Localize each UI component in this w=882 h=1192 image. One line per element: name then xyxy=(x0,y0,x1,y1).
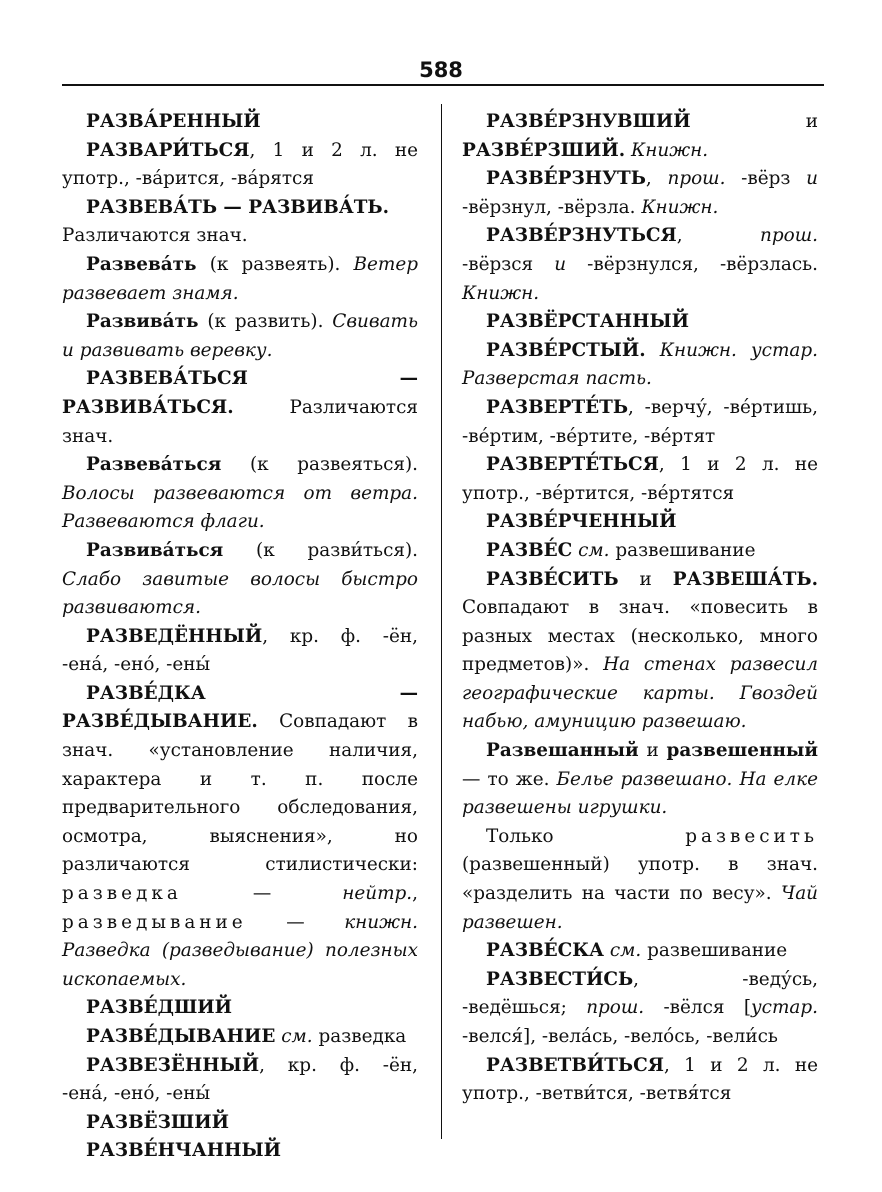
headword: РАЗВЕРТЕ́ТЬСЯ xyxy=(486,454,659,476)
entry-text: и xyxy=(690,111,818,132)
style-label: устар. xyxy=(751,997,818,1019)
example: Разверстая пасть. xyxy=(462,368,652,390)
conjunction: и xyxy=(554,253,567,275)
entry-text: -вёрз xyxy=(725,168,807,190)
headword: Развева́ть xyxy=(86,253,197,275)
entry-text: (к разви́ться). xyxy=(223,539,418,561)
entry-text: -вёрзнулся, -вёрзлась. xyxy=(566,253,818,275)
entry xyxy=(62,194,418,223)
headword: РАЗВЕВА́ТЬ — РАЗВИВА́ТЬ. xyxy=(86,196,389,218)
entry xyxy=(462,394,818,451)
entry-text: -вёрзся xyxy=(462,253,555,275)
headword: РАЗВА́РЕННЫЙ xyxy=(86,111,261,132)
entry-text: , xyxy=(676,225,761,247)
style-label: Книжн. xyxy=(641,196,719,218)
headword: РАЗВЕ́ДКА — РАЗВЕ́ДЫВАНИЕ. xyxy=(62,682,418,733)
entry xyxy=(462,337,818,394)
style-label: книжн. xyxy=(344,911,418,933)
grammar-label: прош. xyxy=(586,997,645,1019)
cross-ref-label: см. xyxy=(275,1026,313,1047)
entry-text: Только xyxy=(486,825,686,847)
example: Белье развешано. На елке развешены игрушки. xyxy=(462,768,819,819)
entry-text: и xyxy=(618,568,673,590)
headword: РАЗВЕ́СИТЬ xyxy=(486,568,619,590)
entry xyxy=(462,1052,818,1109)
style-label: Книжн. xyxy=(462,282,540,304)
example: Слабо завитые волосы быстро развиваются. xyxy=(62,568,418,619)
headword: РАЗВЕ́РСТЫЙ. xyxy=(486,339,646,361)
entry-text: (к развеять). xyxy=(196,253,354,275)
entry xyxy=(62,1023,418,1052)
entry-text: , 1 и 2 л. не употр., -ве́ртится, -ве́ртятся xyxy=(462,454,818,504)
entry xyxy=(462,737,818,823)
example: Ветер развевает знамя. xyxy=(62,253,418,304)
entry xyxy=(462,222,818,308)
entry xyxy=(462,508,818,537)
example: Свивать и развивать веревку. xyxy=(62,311,418,361)
headword: РАЗВЕША́ТЬ. xyxy=(672,568,818,590)
entry-text: , -верчу́, -ве́ртишь, -ве́ртим, -ве́ртите, -ве́ртят xyxy=(462,396,818,447)
entry xyxy=(462,537,818,566)
headword: РАЗВЕ́РЗНУТЬ xyxy=(486,168,646,190)
entry xyxy=(62,451,418,537)
headword: РАЗВЕ́РЧЕННЫЙ xyxy=(486,511,677,533)
entry xyxy=(62,994,418,1023)
spaced-word: разведывание xyxy=(62,911,247,933)
example: Чай развешен. xyxy=(462,883,818,933)
headword: РАЗВЕВА́ТЬСЯ — РАЗВИВА́ТЬСЯ. xyxy=(62,368,418,418)
headword: РАЗВЕ́ДШИЙ xyxy=(86,997,233,1019)
entry-text: , xyxy=(645,168,668,190)
entry-text: (развешенный) употр. в знач. «разделить на части по весу». xyxy=(462,854,818,905)
entry xyxy=(62,251,418,308)
headword: РАЗВЁЗШИЙ xyxy=(86,1111,229,1133)
column-divider xyxy=(441,104,442,1139)
entry-text: , кр. ф. -ён, -ена́, -ено́, -ены́ xyxy=(62,625,418,676)
page-number: 588 xyxy=(419,58,463,82)
headword: Развева́ться xyxy=(86,454,222,476)
entry xyxy=(462,308,818,337)
entry xyxy=(462,823,818,937)
entry-text: и xyxy=(638,740,667,762)
headword: Развешанный xyxy=(486,740,639,762)
entry-text: Совпадают в знач. «повесить в разных местах (несколько, много предметов)». xyxy=(462,597,818,676)
headword: РАЗВЕ́СКА xyxy=(486,940,604,962)
headword: РАЗВЕ́ДЫВАНИЕ xyxy=(86,1026,276,1047)
entry xyxy=(62,137,418,194)
entry-text: , xyxy=(412,883,418,905)
entry xyxy=(62,1109,418,1138)
entry-text: -вёрзнул, -вёрзла. xyxy=(462,196,642,218)
headword: РАЗВЕ́С xyxy=(486,539,573,561)
entry xyxy=(62,365,418,451)
entry-text: (к развить). xyxy=(198,311,333,333)
entry-text: , 1 и 2 л. не употр., -ва́рится, -ва́рятся xyxy=(62,139,418,190)
entry-text: , 1 и 2 л. не употр., -ветви́тся, -ветвя́тся xyxy=(462,1054,818,1105)
headword: РАЗВЕСТИ́СЬ xyxy=(486,968,634,990)
style-label: нейтр. xyxy=(342,883,413,905)
right-column xyxy=(462,108,818,1109)
entry xyxy=(62,537,418,623)
headword: развешенный xyxy=(666,740,818,762)
headword: РАЗВЕРТЕ́ТЬ xyxy=(486,396,629,418)
style-label: Книжн. xyxy=(625,139,709,161)
headword: РАЗВЕЗЁННЫЙ xyxy=(86,1054,260,1076)
entry-text: Различаются знач. xyxy=(62,225,248,247)
entry xyxy=(62,1137,418,1166)
entry-text: развешивание xyxy=(609,539,756,561)
entry xyxy=(62,308,418,365)
entry xyxy=(462,165,818,222)
headword: РАЗВЕ́РЗНУВШИЙ xyxy=(486,111,691,132)
entry-text: -велся́], -вела́сь, -вело́сь, -вели́сь xyxy=(462,1026,778,1047)
headword: РАЗВЁРСТАННЫЙ xyxy=(486,311,689,333)
entry-text: -вёлся [ xyxy=(644,997,751,1019)
entry-note xyxy=(62,222,418,251)
top-rule xyxy=(62,84,824,86)
grammar-label: прош. xyxy=(760,225,818,247)
example: Разведка (разведывание) полезных ископаемых. xyxy=(62,940,418,990)
headword: РАЗВЕ́РЗШИЙ. xyxy=(462,139,626,161)
cross-ref-label: см. xyxy=(603,940,642,962)
entry-text: (к развеяться). xyxy=(221,454,418,476)
entry-text: — xyxy=(181,883,343,905)
style-label: Книжн. устар. xyxy=(645,339,818,361)
headword: РАЗВЕДЁННЫЙ xyxy=(86,625,263,647)
entry xyxy=(462,108,818,165)
left-column xyxy=(62,108,418,1166)
entry xyxy=(462,966,818,1052)
cross-ref-label: см. xyxy=(572,539,610,561)
entry-text: — то же. xyxy=(462,768,557,790)
headword: Развива́ть xyxy=(86,311,199,333)
entry-text: , кр. ф. -ён, -ена́, -ено́, -ены́ xyxy=(62,1054,418,1105)
entry xyxy=(62,108,418,137)
entry xyxy=(462,566,818,738)
headword: РАЗВЕ́РЗНУТЬСЯ xyxy=(486,225,677,247)
headword: РАЗВЕТВИ́ТЬСЯ xyxy=(486,1054,664,1076)
spaced-word: разведка xyxy=(62,883,182,905)
example: Волосы развеваются от ветра. Развеваются флаги. xyxy=(62,482,418,533)
entry-text: , -веду́сь, -ведёшься; xyxy=(462,968,818,1019)
entry-text: развешивание xyxy=(641,940,788,962)
entry-text: разведка xyxy=(312,1026,407,1047)
entry xyxy=(62,623,418,680)
entry xyxy=(462,937,818,966)
headword: Развива́ться xyxy=(86,539,224,561)
headword: РАЗВЕ́НЧАННЫЙ xyxy=(86,1140,282,1162)
conjunction: и xyxy=(806,168,818,190)
entry xyxy=(62,1052,418,1109)
example: На стенах развесил географические карты. Гвоздей набью, амуницию развешаю. xyxy=(462,654,818,733)
entry xyxy=(62,680,418,995)
entry xyxy=(462,451,818,508)
grammar-label: прош. xyxy=(667,168,726,190)
entry-text: Различаются знач. xyxy=(62,396,418,447)
spaced-word: развесить xyxy=(685,825,818,847)
entry-text: — xyxy=(246,911,345,933)
headword: РАЗВАРИ́ТЬСЯ xyxy=(86,139,250,161)
entry-text: Совпадают в знач. «установление наличия, характера и т. п. после предварительного обследования, осмотра, выяснения», но различаются стилистически: xyxy=(62,711,418,876)
